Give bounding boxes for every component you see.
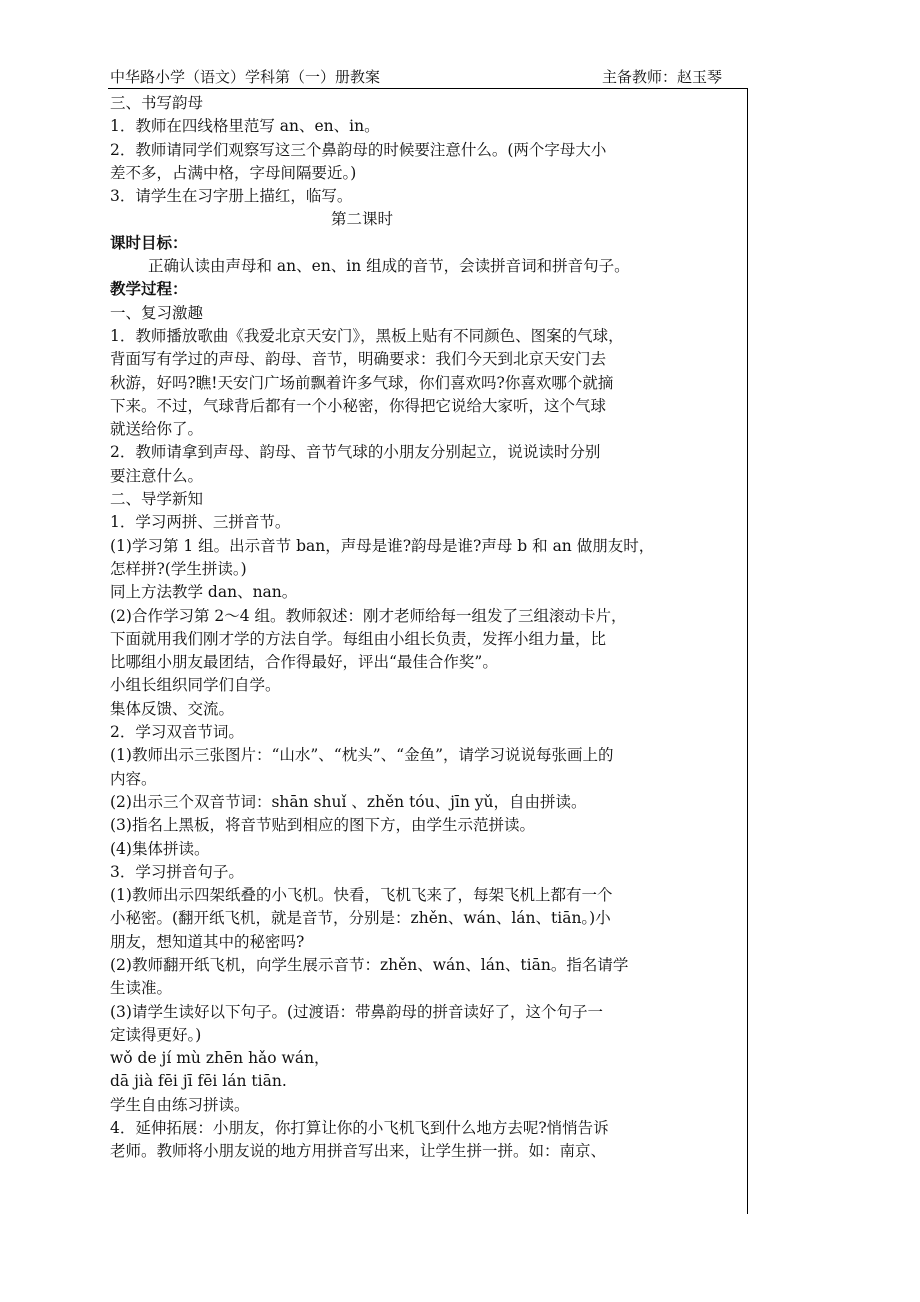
header-school-title: 中华路小学（语文）学科第（一）册教案 — [110, 68, 381, 86]
text-line: 老师。教师将小朋友说的地方用拼音写出来，让学生拼一拼。如：南京、 — [110, 1142, 607, 1161]
text-line: 生读准。 — [110, 979, 173, 998]
text-line: 集体反馈、交流。 — [110, 699, 235, 718]
text-line: (3)指名上黑板，将音节贴到相应的图下方，由学生示范拼读。 — [110, 816, 535, 835]
lesson-body — [110, 92, 706, 1164]
text-line: 一、复习激趣 — [110, 303, 204, 322]
text-line: 正确认读由声母和 an、en、in 组成的音节，会读拼音词和拼音句子。 — [148, 257, 630, 276]
text-line: 比哪组小朋友最团结，合作得最好，评出“最佳合作奖”。 — [110, 653, 498, 672]
text-line: 背面写有学过的声母、韵母、音节，明确要求：我们今天到北京天安门去 — [110, 350, 607, 369]
text-line: (1)学习第 1 组。出示音节 ban，声母是谁?韵母是谁?声母 b 和 an 做朋友时， — [110, 536, 655, 555]
header-rule — [108, 88, 748, 89]
text-line: 小组长组织同学们自学。 — [110, 676, 281, 695]
page-header — [110, 66, 746, 88]
text-line: 定读得更好。) — [110, 1025, 202, 1044]
text-line: 学生自由练习拼读。 — [110, 1095, 250, 1114]
text-line: (1)教师出示四架纸叠的小飞机。快看，飞机飞来了，每架飞机上都有一个 — [110, 886, 613, 905]
lesson-period-title: 第二课时 — [330, 210, 393, 229]
header-teacher: 主备教师：赵玉琴 — [601, 68, 722, 86]
text-line: 2．教师请拿到声母、韵母、音节气球的小朋友分别起立，说说读时分别 — [110, 443, 601, 462]
text-line: 要注意什么。 — [110, 466, 204, 485]
text-line: dā jià fēi jī fēi lán tiān. — [110, 1072, 287, 1091]
table-right-border — [747, 88, 748, 1214]
text-line: 怎样拼?(学生拼读。) — [110, 559, 247, 578]
text-line: (4)集体拼读。 — [110, 839, 210, 858]
text-line: 朋友，想知道其中的秘密吗? — [110, 932, 305, 951]
text-line: 1．教师播放歌曲《我爱北京天安门》，黑板上贴有不同颜色、图案的气球， — [110, 326, 624, 345]
text-line: 2．教师请同学们观察写这三个鼻韵母的时候要注意什么。(两个字母大小 — [110, 140, 607, 159]
text-line: (3)请学生读好以下句子。(过渡语：带鼻韵母的拼音读好了，这个句子一 — [110, 1002, 604, 1021]
text-line: (1)教师出示三张图片：“山水”、“枕头”、“金鱼”，请学习说说每张画上的 — [110, 746, 614, 765]
text-line: (2)教师翻开纸飞机，向学生展示音节：zhěn、wán、lán、tiān。指名请学 — [110, 955, 629, 974]
text-line: (2)合作学习第 2～4 组。教师叙述：刚才老师给每一组发了三组滚动卡片， — [110, 606, 627, 625]
text-line: 2．学习双音节词。 — [110, 723, 244, 742]
text-line: 3．学习拼音句子。 — [110, 862, 244, 881]
section-heading: 教学过程： — [110, 280, 188, 299]
text-line: 差不多，占满中格，字母间隔要近。) — [110, 163, 357, 182]
text-line: (2)出示三个双音节词：shān shuǐ 、zhěn tóu、jīn yǔ，自由拼读。 — [110, 792, 587, 811]
text-line: 1．学习两拼、三拼音节。 — [110, 513, 291, 532]
text-line: 三、书写韵母 — [110, 94, 204, 112]
text-line: wǒ de jí mù zhēn hǎo wán， — [110, 1049, 330, 1068]
text-line: 二、导学新知 — [110, 490, 204, 509]
text-line: 同上方法教学 dan、nan。 — [110, 583, 298, 602]
text-line: 就送给你了。 — [110, 420, 204, 439]
text-line: 4．延伸拓展：小朋友，你打算让你的小飞机飞到什么地方去呢?悄悄告诉 — [110, 1119, 609, 1138]
text-line: 小秘密。(翻开纸飞机，就是音节，分别是：zhěn、wán、lán、tiān。)小 — [110, 909, 611, 928]
text-line: 秋游，好吗?瞧!天安门广场前飘着许多气球，你们喜欢吗?你喜欢哪个就摘 — [110, 373, 614, 392]
text-line: 下来。不过，气球背后都有一个小秘密，你得把它说给大家听，这个气球 — [110, 396, 607, 415]
section-heading: 课时目标： — [110, 233, 188, 252]
text-line: 1．教师在四线格里范写 an、en、in。 — [110, 117, 380, 136]
text-line: 内容。 — [110, 769, 157, 788]
text-line: 3．请学生在习字册上描红，临写。 — [110, 187, 353, 206]
text-line: 下面就用我们刚才学的方法自学。每组由小组长负责，发挥小组力量，比 — [110, 629, 607, 648]
